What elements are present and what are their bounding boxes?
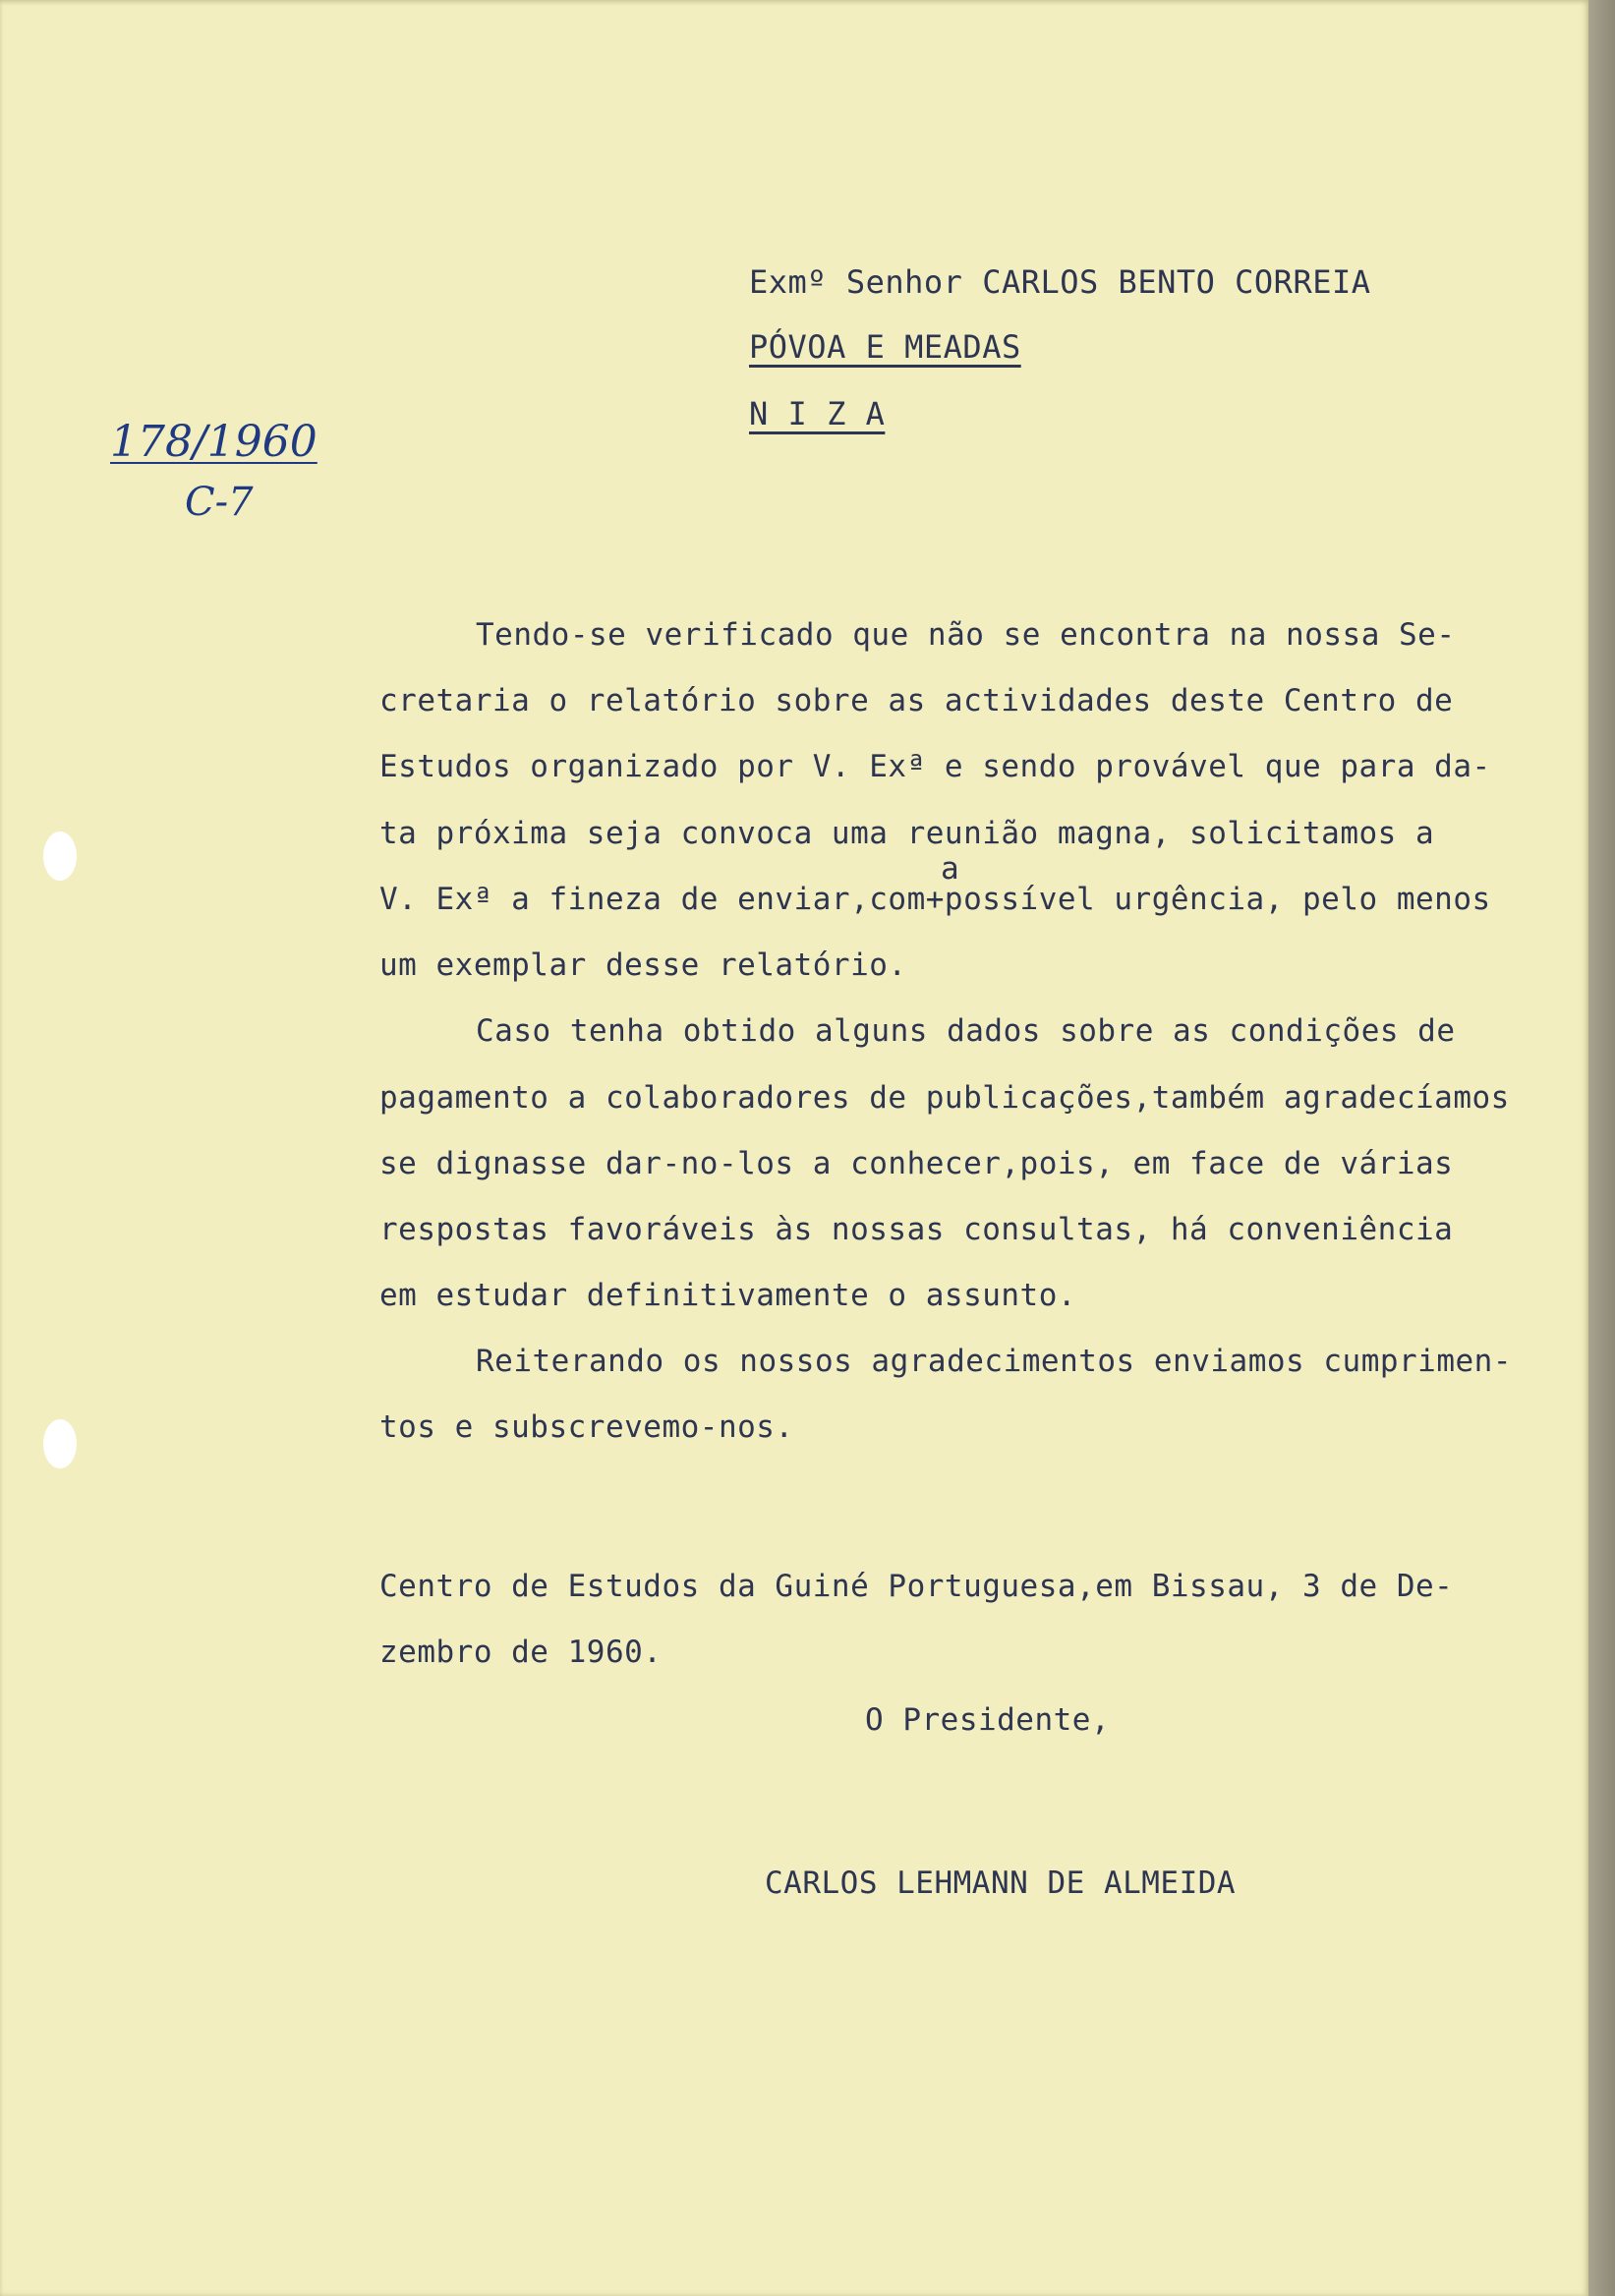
recipient-place: PÓVOA E MEADAS [749,328,1021,366]
body-line: respostas favoráveis às nossas consultas, há conveniência [379,1212,1454,1247]
body-line: se dignasse dar-no-los a conhecer,pois, em face de várias [379,1146,1454,1181]
punch-hole [43,832,77,881]
body-line: um exemplar desse relatório. [379,947,907,983]
closing-line: zembro de 1960. [379,1635,663,1670]
punch-hole [43,1419,77,1468]
body-line: tos e subscrevemo-nos. [379,1409,794,1445]
body-line: ta próxima seja convoca uma reunião magna, solicitamos a [379,816,1435,851]
body-line: em estudar definitivamente o assunto. [379,1278,1077,1313]
page-edge [1588,0,1615,2296]
body-line: pagamento a colaboradores de publicações,também agradecíamos [379,1080,1510,1116]
body-line: Reiterando os nossos agradecimentos enviamos cumprimen- [476,1344,1512,1379]
body-line: cretaria o relatório sobre as actividades deste Centro de [379,683,1454,718]
body-line: Caso tenha obtido alguns dados sobre as condições de [476,1013,1456,1049]
closing-line: Centro de Estudos da Guiné Portuguesa,em Bissau, 3 de De- [379,1569,1454,1604]
signoff: O Presidente, [865,1702,1111,1738]
recipient-salutation: Exmº Senhor CARLOS BENTO CORREIA [749,263,1371,301]
insertion-mark: a [941,851,960,887]
signatory-name: CARLOS LEHMANN DE ALMEIDA [765,1866,1237,1901]
archive-reference: 178/1960 [110,417,317,467]
recipient-city: N I Z A [749,395,886,432]
body-line: V. Exª a fineza de enviar,com+possível urgência, pelo menos [379,882,1491,917]
archive-code: C-7 [185,480,254,525]
body-line: Estudos organizado por V. Exª e sendo provável que para da- [379,749,1491,784]
body-line: Tendo-se verificado que não se encontra na nossa Se- [476,617,1456,653]
